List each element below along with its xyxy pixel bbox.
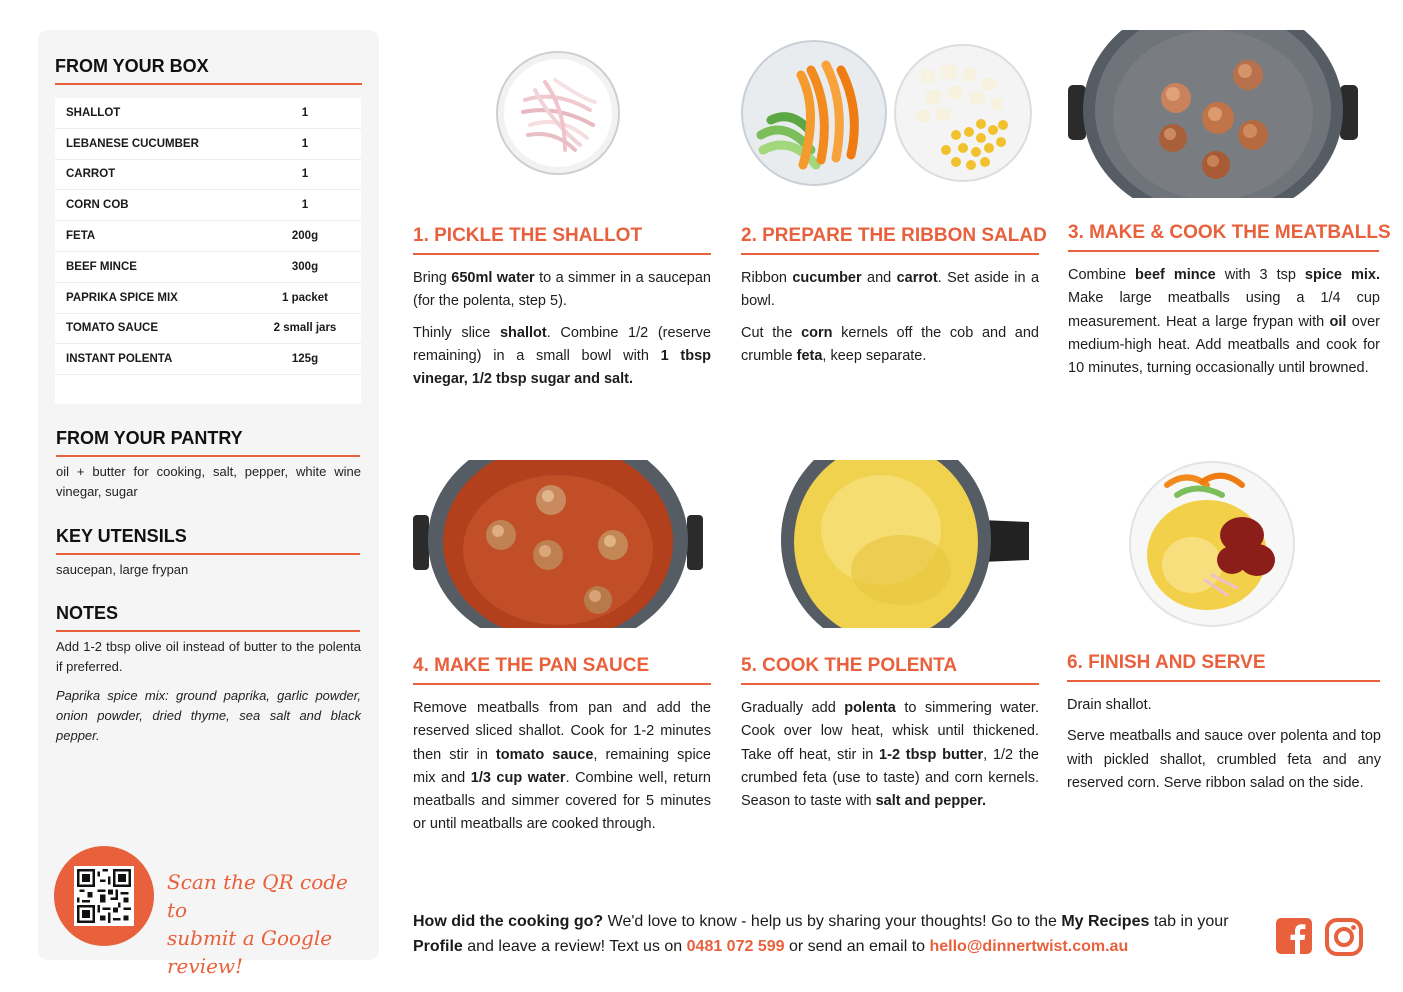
- notes-heading: NOTES: [56, 603, 360, 632]
- step-4-photo: [413, 460, 703, 633]
- ingredient-name: CORN COB: [66, 199, 129, 212]
- step-5-title: 5. COOK THE POLENTA: [741, 655, 1039, 685]
- box-ingredients-table: [55, 98, 361, 404]
- table-row: [55, 344, 361, 375]
- step-text: Drain shallot.: [1067, 697, 1152, 713]
- step-text: . Combine well, return meatballs and simmer covered for 5 minutes or until meatballs are cooked through.: [413, 769, 711, 833]
- profile-link[interactable]: Profile: [413, 938, 463, 955]
- ingredient-highlight: spice mix.: [1304, 267, 1381, 283]
- step-3-body: [1068, 264, 1380, 388]
- step-1: [413, 0, 711, 460]
- pantry-heading: FROM YOUR PANTRY: [56, 428, 360, 457]
- ingredient-qty: 125g: [291, 353, 319, 366]
- ingredient-highlight: feta: [796, 347, 823, 364]
- step-4-body: [413, 697, 711, 845]
- step-text: to simmering water. Cook over low heat, whisk until thickened. Take off heat, stir in: [741, 700, 1039, 763]
- ingredient-name: CARROT: [66, 168, 116, 181]
- footer-text: or send an email to: [784, 938, 930, 955]
- ingredient-highlight: shallot: [499, 324, 547, 341]
- step-2-title: 2. PREPARE THE RIBBON SALAD: [741, 225, 1039, 255]
- qr-caption-line-2: submit a Google review!: [167, 926, 333, 978]
- step-text: Remove meatballs from pan and add the reserved sliced shallot. Cook for 1-2 minutes then stir in: [413, 700, 711, 763]
- step-5: [741, 460, 1039, 880]
- step-5-photo: [781, 460, 1031, 633]
- footer-text: tab in your: [1149, 913, 1229, 930]
- spice-mix-note: Paprika spice mix: ground paprika, garlic powder, onion powder, dried thyme, sea salt and black pepper.: [56, 688, 361, 743]
- qr-code-icon[interactable]: [74, 866, 134, 926]
- step-text: Thinly slice: [413, 324, 500, 341]
- table-row: [55, 160, 361, 191]
- qr-caption: [167, 868, 367, 980]
- step-paragraph: [413, 697, 711, 837]
- ingredient-highlight: carrot: [896, 270, 938, 286]
- step-6-photo: [1127, 460, 1297, 633]
- step-2-photo: [741, 40, 1036, 195]
- step-paragraph: [1067, 694, 1381, 717]
- ingredient-name: PAPRIKA SPICE MIX: [66, 291, 178, 304]
- step-text: Combine: [1068, 267, 1136, 283]
- step-3-title: 3. MAKE & COOK THE MEATBALLS: [1068, 222, 1379, 252]
- ingredient-qty: 1 packet: [281, 291, 329, 304]
- footer-question: How did the cooking go?: [413, 913, 604, 930]
- ingredients-sidebar: [38, 30, 379, 978]
- email-link[interactable]: hello@dinnertwist.com.au: [929, 938, 1129, 955]
- step-text: Ribbon: [741, 270, 793, 286]
- step-text: kernels off the cob and and crumble: [741, 324, 1039, 364]
- ingredient-highlight: oil: [1329, 313, 1347, 330]
- qr-review-block: [54, 846, 354, 978]
- table-row: [55, 98, 361, 129]
- step-text: , keep separate.: [822, 347, 927, 364]
- ingredient-highlight: corn: [801, 324, 833, 341]
- step-paragraph: [413, 322, 711, 392]
- step-paragraph: [1067, 725, 1381, 795]
- table-row: [55, 221, 361, 252]
- ingredient-highlight: cucumber: [792, 270, 862, 286]
- utensils-heading: KEY UTENSILS: [56, 526, 360, 555]
- review-footer: [413, 909, 1263, 959]
- ingredient-highlight: 1-2 tbsp butter: [879, 746, 984, 763]
- step-text: Cut the: [741, 324, 802, 341]
- step-text: . Set aside in a bowl.: [741, 270, 1040, 310]
- step-1-title: 1. PICKLE THE SHALLOT: [413, 225, 711, 255]
- ingredient-qty: 300g: [291, 260, 319, 273]
- ingredient-qty: 2 small jars: [273, 322, 337, 335]
- step-text: Serve meatballs and sauce over polenta and top with pickled shallot, crumbled feta and any reserved corn. Serve ribbon salad on the side.: [1067, 728, 1381, 791]
- step-3: [1068, 0, 1391, 460]
- step-5-body: [741, 697, 1039, 821]
- step-text: , remaining spice mix and: [413, 746, 711, 786]
- step-paragraph: [1068, 264, 1380, 380]
- instagram-icon[interactable]: [1325, 918, 1363, 956]
- notes-text: Add 1-2 tbsp olive oil instead of butter to the polenta if preferred.: [56, 639, 361, 674]
- table-row: [55, 129, 361, 160]
- table-row: [55, 314, 361, 345]
- step-4: [413, 460, 711, 880]
- step-3-photo: [1068, 30, 1358, 203]
- ingredient-highlight: tomato sauce: [495, 746, 594, 763]
- ingredient-qty: 200g: [291, 230, 319, 243]
- ingredient-qty: 1: [301, 137, 309, 150]
- step-4-title: 4. MAKE THE PAN SAUCE: [413, 655, 711, 685]
- step-paragraph: [413, 267, 711, 314]
- table-row: [55, 252, 361, 283]
- ingredient-name: BEEF MINCE: [66, 260, 137, 273]
- step-paragraph: [741, 322, 1039, 369]
- step-2-body: [741, 267, 1039, 376]
- footer-text: and leave a review! Text us on: [462, 938, 687, 955]
- step-1-photo: [495, 50, 621, 181]
- table-row: [55, 283, 361, 314]
- ingredient-qty: 1: [301, 168, 309, 181]
- box-heading: FROM YOUR BOX: [55, 56, 362, 85]
- step-text: . Combine 1/2 (reserve remaining) in a small bowl with: [413, 324, 711, 364]
- step-6: [1067, 460, 1381, 880]
- step-text: and: [861, 270, 897, 286]
- table-row: [55, 190, 361, 221]
- step-text: Bring: [413, 270, 452, 286]
- ingredient-name: SHALLOT: [66, 106, 121, 119]
- ingredient-highlight: polenta: [844, 700, 896, 716]
- step-1-body: [413, 267, 711, 399]
- my-recipes-link[interactable]: My Recipes: [1061, 913, 1150, 930]
- ingredient-qty: 1: [301, 106, 309, 119]
- utensils-text: saucepan, large frypan: [56, 562, 189, 577]
- phone-link[interactable]: 0481 072 599: [686, 938, 785, 955]
- footer-text: We'd love to know - help us by sharing your thoughts! Go to the: [603, 913, 1062, 930]
- facebook-icon[interactable]: [1276, 918, 1314, 956]
- step-text: Gradually add: [741, 700, 845, 716]
- step-text: , 1/2 the crumbed feta (use to taste) and corn kernels. Season to taste with: [741, 746, 1039, 810]
- step-text: over medium-high heat. Add meatballs and cook for 10 minutes, turning occasionally until browned.: [1068, 313, 1380, 377]
- ingredient-highlight: 650ml water: [451, 270, 535, 286]
- ingredient-name: INSTANT POLENTA: [66, 353, 173, 366]
- ingredient-highlight: salt and pepper.: [875, 793, 987, 810]
- step-text: with 3 tsp: [1215, 267, 1305, 283]
- ingredient-highlight: 1/3 cup water: [470, 769, 566, 786]
- ingredient-name: FETA: [66, 230, 96, 243]
- ingredient-name: LEBANESE CUCUMBER: [66, 137, 199, 150]
- step-6-body: [1067, 694, 1381, 803]
- ingredient-highlight: beef mince: [1135, 267, 1216, 283]
- step-paragraph: [741, 697, 1039, 813]
- ingredient-highlight: 1 tbsp vinegar, 1/2 tbsp sugar and salt.: [413, 347, 711, 388]
- pantry-text: oil + butter for cooking, salt, pepper, white wine vinegar, sugar: [56, 464, 361, 499]
- step-6-title: 6. FINISH AND SERVE: [1067, 652, 1380, 682]
- ingredient-qty: 1: [301, 199, 309, 212]
- step-text: Make large meatballs using a 1/4 cup measurement. Heat a large frypan with: [1068, 290, 1380, 330]
- step-text: to a simmer in a saucepan (for the polenta, step 5).: [413, 270, 711, 310]
- step-2: [741, 0, 1047, 460]
- qr-caption-line-1: Scan the QR code to: [167, 870, 348, 922]
- step-paragraph: [741, 267, 1039, 314]
- ingredient-name: TOMATO SAUCE: [66, 322, 159, 335]
